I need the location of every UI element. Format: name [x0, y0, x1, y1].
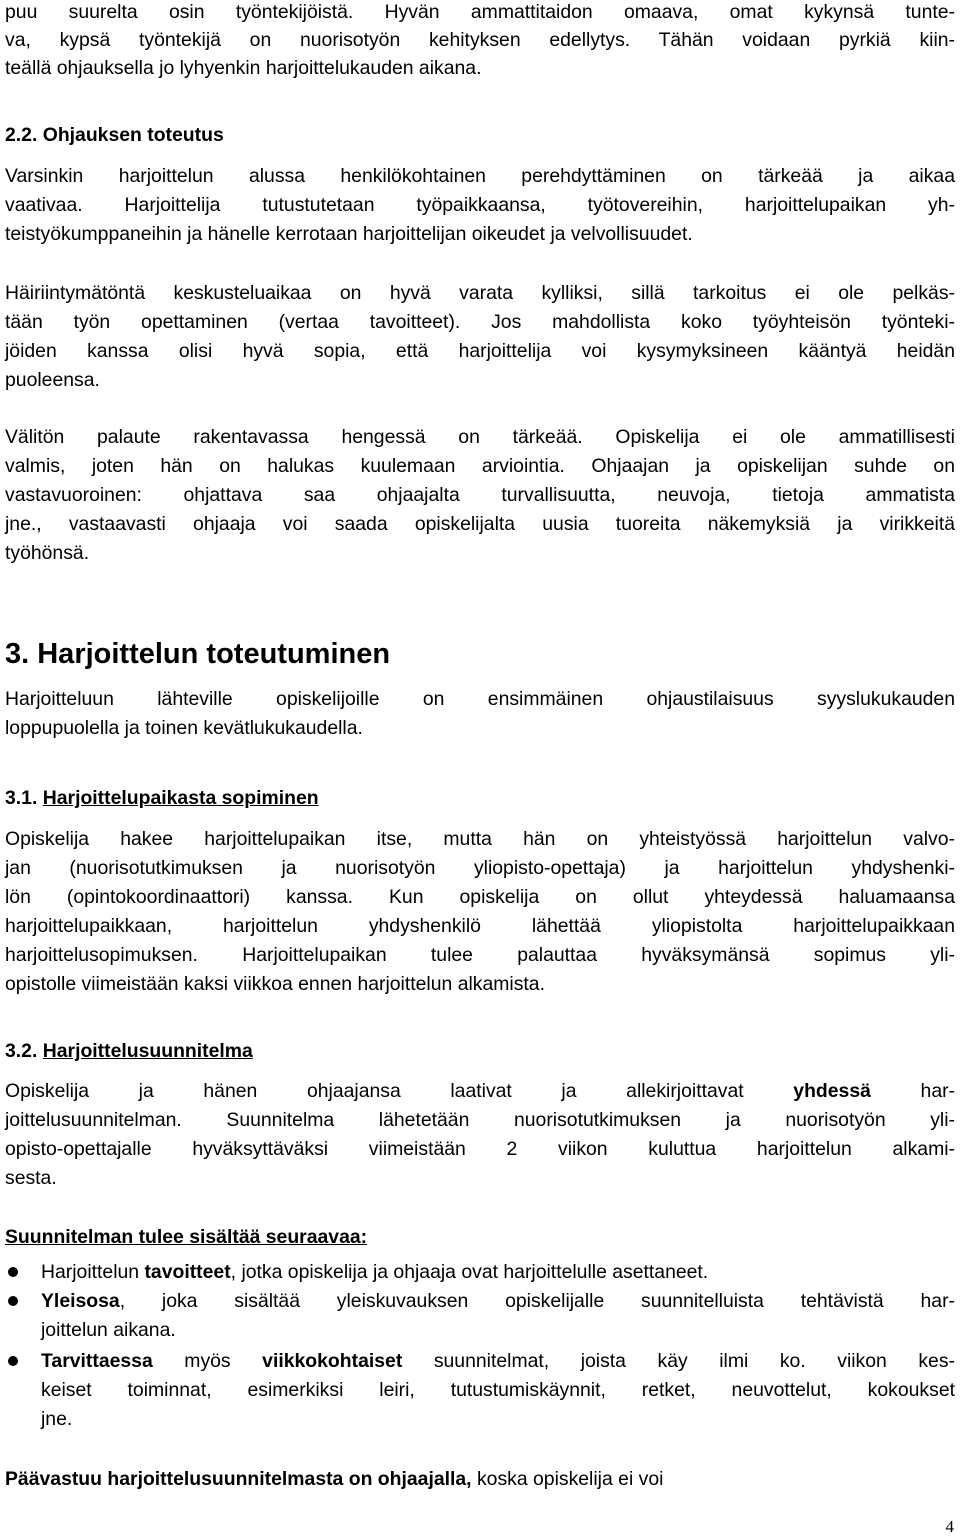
subsection-heading — [5, 1039, 253, 1063]
subsection-heading — [5, 786, 319, 810]
text-line: opisto-opettajalle hyväksyttäväksi viimeistään 2 viikon kuluttua harjoittelun alkami- — [5, 1138, 955, 1160]
text-span: Harjoittelun — [41, 1261, 145, 1283]
text-line: vaativaa. Harjoittelija tutustutetaan työpaikkaansa, työtovereihin, harjoittelupaikan yh- — [5, 194, 955, 216]
subsection-title: Harjoittelusuunnitelma — [42, 1040, 253, 1062]
bullet-dot — [8, 1296, 18, 1306]
text-span: Opiskelija ja hänen ohjaajansa laativat ja allekirjoittavat — [5, 1080, 744, 1102]
text-line: jne., vastaavasti ohjaaja voi saada opiskelijalta uusia tuoreita näkemyksiä ja virikkeitä — [5, 513, 955, 535]
list-item-continuation: jne. — [41, 1408, 73, 1430]
text-line: harjoittelusopimuksen. Harjoittelupaikan tulee palauttaa hyväksymänsä sopimus yli- — [5, 944, 955, 966]
text-line — [5, 1079, 955, 1103]
bullet-dot — [8, 1267, 18, 1277]
bold-text: Yleisosa — [41, 1290, 120, 1312]
text-line: työhönsä. — [5, 542, 90, 564]
text-line: jan (nuorisotutkimuksen ja nuorisotyön yliopisto-opettaja) ja harjoittelun yhdyshenki- — [5, 857, 955, 879]
list-item — [41, 1260, 955, 1284]
text-line: teällä ohjauksella jo lyhyenkin harjoittelukauden aikana. — [5, 57, 482, 79]
text-line: puu suurelta osin työntekijöistä. Hyvän ammattitaidon omaava, omat kykynsä tunte- — [5, 1, 955, 23]
text-line: Harjoitteluun lähteville opiskelijoille on ensimmäinen ohjaustilaisuus syyslukukauden — [5, 688, 955, 710]
text-span: , jotka opiskelija ja ohjaaja ovat harjoittelulle asettaneet. — [230, 1261, 709, 1283]
text-span: har- — [920, 1080, 956, 1102]
bold-text: viikkokohtaiset — [262, 1350, 403, 1372]
text-line: Häiriintymätöntä keskusteluaikaa on hyvä varata kylliksi, sillä tarkoitus ei ole pelkäs- — [5, 282, 955, 304]
subsection-number: 3.1. — [5, 787, 38, 809]
text-line: sesta. — [5, 1167, 57, 1189]
list-heading: Suunnitelman tulee sisältää seuraavaa: — [5, 1226, 368, 1248]
subsection-number: 3.2. — [5, 1040, 38, 1062]
list-item — [41, 1289, 955, 1313]
bold-text: Päävastuu harjoittelusuunnitelmasta on ohjaajalla, — [5, 1468, 472, 1490]
bullet-dot — [8, 1356, 18, 1366]
page-number: 4 — [945, 1517, 954, 1536]
chapter-heading: 3. Harjoittelun toteutuminen — [5, 638, 391, 670]
text-line: jöiden kanssa olisi hyvä sopia, että harjoittelija voi kysymyksineen kääntyä heidän — [5, 340, 955, 362]
text-line: va, kypsä työntekijä on nuorisotyön kehityksen edellytys. Tähän voidaan pyrkiä kiin- — [5, 29, 955, 51]
subsection-title: Harjoittelupaikasta sopiminen — [42, 787, 319, 809]
text-line: tään työn opettaminen (vertaa tavoitteet). Jos mahdollista koko työyhteisön työnteki- — [5, 311, 955, 333]
bold-text: yhdessä — [793, 1080, 871, 1102]
text-span: , joka sisältää yleiskuvauksen opiskelijalle suunnitelluista tehtävistä har- — [119, 1290, 955, 1312]
text-line: Välitön palaute rakentavassa hengessä on tärkeää. Opiskelija ei ole ammatillisesti — [5, 426, 955, 448]
text-line: loppupuolella ja toinen kevätlukukaudella. — [5, 717, 363, 739]
text-line: joittelusuunnitelman. Suunnitelma lähetetään nuorisotutkimuksen ja nuorisotyön yli- — [5, 1109, 955, 1131]
list-item — [41, 1349, 955, 1373]
list-item-continuation: keiset toiminnat, esimerkiksi leiri, tutustumiskäynnit, retket, neuvottelut, kokoukset — [41, 1379, 955, 1401]
bold-text: Tarvittaessa — [41, 1350, 153, 1372]
text-line: lön (opintokoordinaattori) kanssa. Kun opiskelija on ollut yhteydessä haluamaansa — [5, 886, 955, 908]
text-line: harjoittelupaikkaan, harjoittelun yhdyshenkilö lähettää yliopistolta harjoittelupaikkaan — [5, 915, 955, 937]
text-line — [5, 1467, 955, 1491]
text-line: opistolle viimeistään kaksi viikkoa ennen harjoittelun alkamista. — [5, 973, 545, 995]
text-span: suunnitelmat, joista käy ilmi ko. viikon kes- — [402, 1350, 955, 1372]
text-line: Varsinkin harjoittelun alussa henkilökohtainen perehdyttäminen on tärkeää ja aikaa — [5, 165, 955, 187]
list-item-continuation: joittelun aikana. — [41, 1319, 176, 1341]
text-line: puoleensa. — [5, 369, 100, 391]
text-line: valmis, joten hän on halukas kuulemaan arviointia. Ohjaajan ja opiskelijan suhde on — [5, 455, 955, 477]
text-span: koska opiskelija ei voi — [471, 1468, 664, 1490]
text-line: vastavuoroinen: ohjattava saa ohjaajalta turvallisuutta, neuvoja, tietoja ammatista — [5, 484, 955, 506]
text-span: myös — [152, 1350, 263, 1372]
text-line: teistyökumppaneihin ja hänelle kerrotaan harjoittelijan oikeudet ja velvollisuudet. — [5, 223, 693, 245]
text-line: Opiskelija hakee harjoittelupaikan itse, mutta hän on yhteistyössä harjoittelun valvo- — [5, 828, 955, 850]
section-heading: 2.2. Ohjauksen toteutus — [5, 124, 224, 146]
bold-text: tavoitteet — [144, 1261, 231, 1283]
